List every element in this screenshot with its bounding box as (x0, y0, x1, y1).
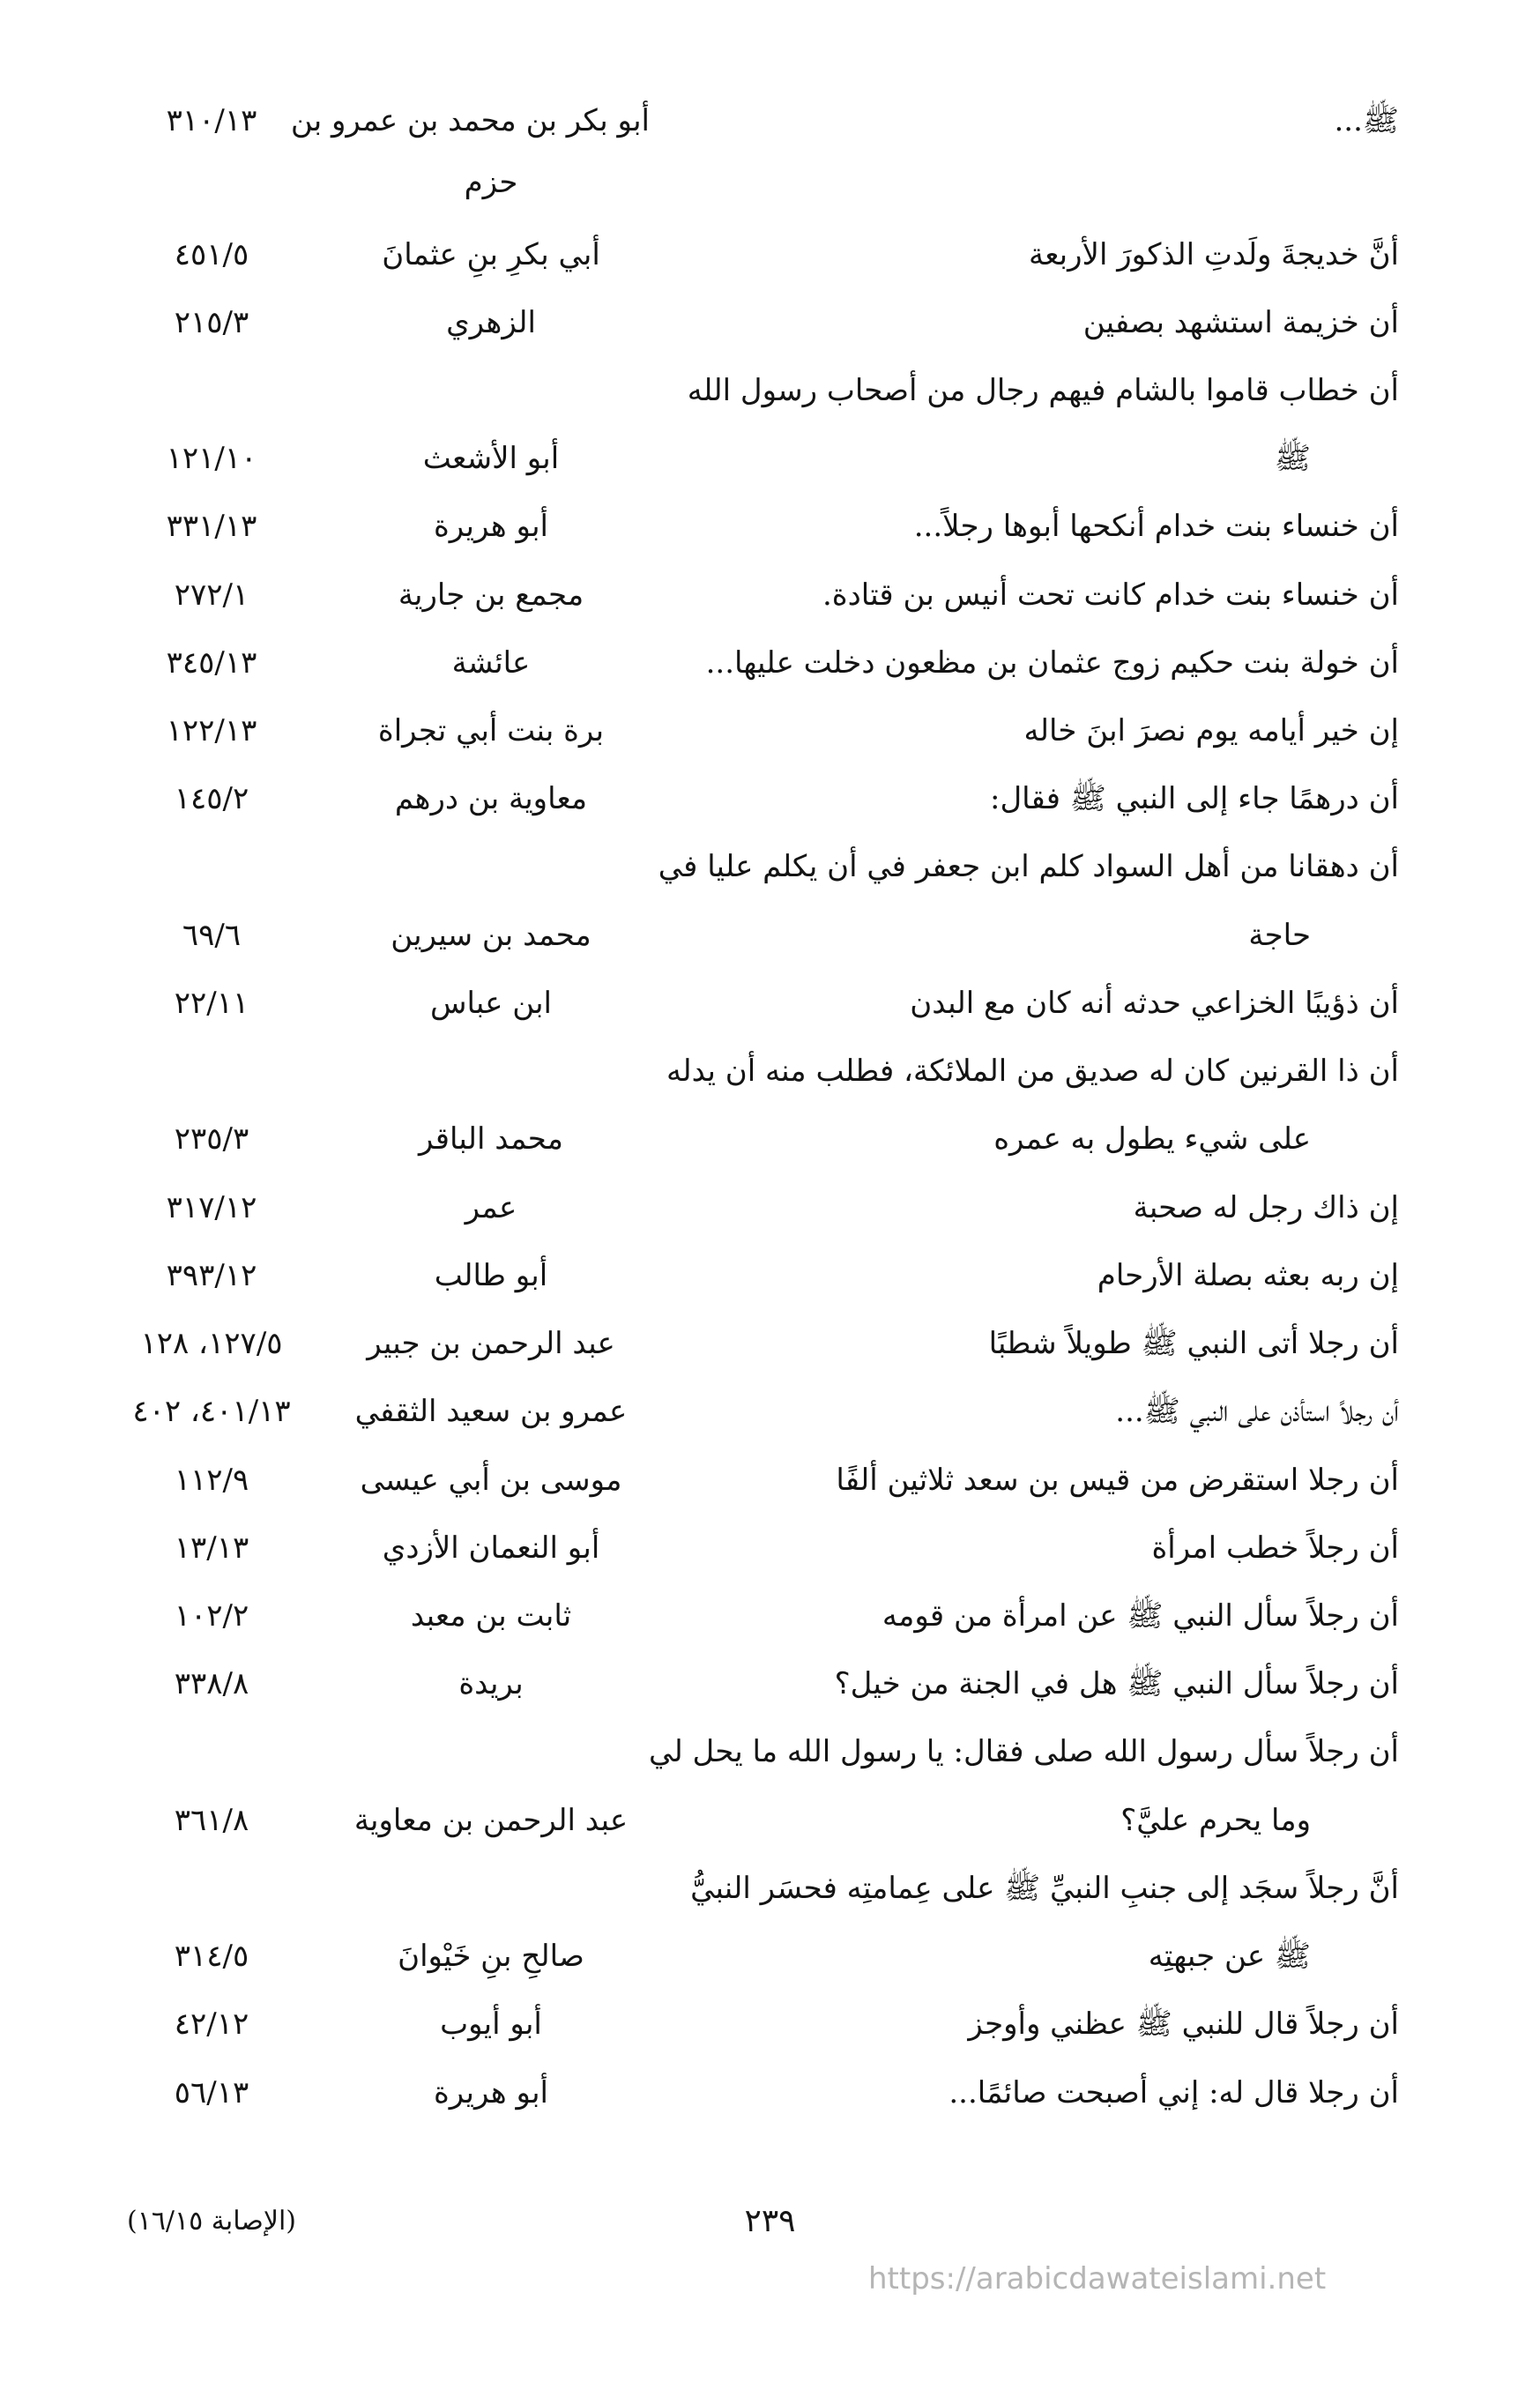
table-row (0, 358, 1540, 423)
narrator-name: أبو أيوب (440, 2006, 542, 2042)
narrator-name: بريدة (458, 1666, 524, 1701)
hadith-text: أن رجلاً سأل رسول الله صلى فقال: يا رسول الله ما يحل لي (649, 1734, 1399, 1769)
narrator-name: عبد الرحمن بن معاوية (353, 1803, 629, 1838)
narrator-name: موسى بن أبي عيسى (360, 1463, 622, 1498)
hadith-text: أن رجلاً خطب امرأة (1151, 1530, 1399, 1566)
hadith-text: أن خطاب قاموا بالشام فيهم رجال من أصحاب رسول الله (687, 373, 1399, 408)
narrator-name: أبو الأشعث (422, 441, 560, 476)
table-row (0, 88, 1540, 153)
table-row (0, 494, 1540, 559)
narrator-name: ثابت بن معبد (410, 1598, 572, 1634)
narrator-name: مجمع بن جارية (398, 577, 584, 613)
narrator-name (332, 1856, 650, 1921)
hadith-text: إن ربه بعثه بصلة الأرحام (1097, 1258, 1399, 1293)
volume-page-reference (115, 1038, 309, 1104)
narrator-name: أبي بكرِ بنِ عثمانَ (382, 237, 600, 272)
hadith-text: أن رجلاً قال للنبي ﷺ عظني وأوجز (968, 2006, 1399, 2042)
narrator-name: أبو هريرة (433, 2075, 548, 2110)
volume-page-reference: ١٣/١٣ (174, 1530, 249, 1566)
volume-page-reference: ٣٦١/٨ (174, 1803, 249, 1838)
volume-page-reference: ١٤٥/٢ (174, 781, 249, 816)
hadith-text: أن رجلاً سأل النبي ﷺ عن امرأة من قومه (882, 1598, 1399, 1634)
table-row (0, 698, 1540, 763)
volume-page-reference: ٤٥١/٥ (174, 237, 249, 272)
hadith-text: ﷺ... (1334, 103, 1399, 138)
table-row (0, 1856, 1540, 1921)
narrator-name: صالحِ بنِ خَيْوانَ (398, 1939, 584, 1974)
table-row (0, 1719, 1540, 1784)
hadith-text: ﷺ عن جبهتِه (1148, 1939, 1311, 1974)
table-row (0, 1311, 1540, 1376)
table-row (0, 1243, 1540, 1308)
hadith-text: أن رجلا قال له: إني أصبحت صائمًا... (949, 2075, 1399, 2110)
hadith-text: أن خنساء بنت خدام أنكحها أبوها رجلاً... (913, 509, 1399, 544)
volume-page-reference: ١١٢/٩ (174, 1463, 249, 1498)
volume-page-reference: ٢١٥/٣ (174, 305, 249, 340)
watermark-url: https://arabicdawateislami.net (868, 2261, 1327, 2297)
volume-page-reference: ٤٠١/١٣، ٤٠٢ (132, 1394, 291, 1429)
volume-page-reference: ١٢٢/١٣ (166, 713, 257, 748)
volume-page-reference: ٢٣٥/٣ (174, 1121, 249, 1157)
volume-page-reference (115, 834, 309, 899)
hadith-text: إن خير أيامه يوم نصرَ ابنَ خاله (1023, 713, 1399, 748)
narrator-name: عبد الرحمن بن جبير (367, 1326, 615, 1361)
narrator-name: عائشة (451, 645, 531, 681)
narrator-name: ابن عباس (429, 986, 552, 1021)
table-row (0, 1106, 1540, 1172)
volume-page-reference: ٤٢/١٢ (174, 2006, 249, 2042)
volume-page-reference (115, 1719, 309, 1784)
hadith-text: أن خزيمة استشهد بصفين (1082, 305, 1399, 340)
narrator-name: محمد الباقر (419, 1121, 563, 1157)
hadith-text (579, 150, 1311, 215)
hadith-text: أن رجلاً سأل النبي ﷺ هل في الجنة من خيل؟ (834, 1666, 1399, 1701)
narrator-name: أبو هريرة (433, 509, 548, 544)
volume-page-reference: ١٢٧/٥، ١٢٨ (140, 1326, 283, 1361)
table-row (0, 630, 1540, 696)
hadith-text: أن درهمًا جاء إلى النبي ﷺ فقال: (990, 781, 1399, 816)
table-row (0, 562, 1540, 628)
table-row (0, 1448, 1540, 1513)
table-row (0, 1515, 1540, 1581)
narrator-name (332, 358, 650, 423)
page-number: ٢٣٩ (744, 2203, 796, 2239)
narrator-name: الزهري (446, 305, 536, 340)
hadith-text: أن رجلا أتى النبي ﷺ طويلاً شطبًا (988, 1326, 1399, 1361)
volume-page-reference (115, 150, 309, 215)
hadith-text: أنَّ خديجةَ ولَدتِ الذكورَ الأربعة (1029, 237, 1399, 272)
narrator-name: أبو النعمان الأزدي (382, 1530, 600, 1566)
volume-page-reference: ٢٢/١١ (174, 986, 249, 1021)
hadith-text: أن خنساء بنت خدام كانت تحت أنيس بن قتادة. (822, 577, 1399, 613)
volume-page-reference: ٣١٧/١٢ (166, 1190, 257, 1225)
hadith-text: أن ذؤيبًا الخزاعي حدثه أنه كان مع البدن (910, 986, 1399, 1021)
volume-page-reference: ١٢١/١٠ (166, 441, 257, 476)
narrator-name: أبو بكر بن محمد بن عمرو بن (290, 103, 650, 138)
volume-page-reference (115, 358, 309, 423)
hadith-text: أنَّ رجلاً سجَد إلى جنبِ النبيِّ ﷺ على عِمامتِه فحسَر النبيُّ (690, 1871, 1399, 1906)
hadith-text: أن رجلاً استأذن على النبي ﷺ... (1115, 1394, 1399, 1429)
footer-reference: (الإصابة ١٦/١٥) (126, 2206, 296, 2237)
table-row (0, 290, 1540, 355)
volume-page-reference: ٣١٤/٥ (174, 1939, 249, 1974)
narrator-name: حزم (464, 165, 518, 200)
narrator-name (332, 1719, 650, 1784)
volume-page-reference: ٣٣٨/٨ (174, 1666, 249, 1701)
hadith-text: على شيء يطول به عمره (993, 1121, 1311, 1157)
volume-page-reference: ١٠٢/٢ (174, 1598, 249, 1634)
table-row (0, 903, 1540, 968)
narrator-name: معاوية بن درهم (394, 781, 588, 816)
table-row (0, 150, 1540, 215)
hadith-text: أن ذا القرنين كان له صديق من الملائكة، فطلب منه أن يدله (666, 1053, 1399, 1089)
hadith-text: حاجة (1248, 918, 1311, 953)
narrator-name (332, 1038, 650, 1104)
hadith-text: ﷺ (1274, 441, 1311, 476)
table-row (0, 834, 1540, 899)
hadith-text: أن رجلا استقرض من قيس بن سعد ثلاثين ألفًا (836, 1463, 1399, 1498)
table-row (0, 1651, 1540, 1716)
table-row (0, 1924, 1540, 1989)
hadith-text: إن ذاك رجل له صحبة (1133, 1190, 1399, 1225)
volume-page-reference (115, 1856, 309, 1921)
table-row (0, 766, 1540, 831)
table-row (0, 1175, 1540, 1240)
table-row (0, 1038, 1540, 1104)
table-row (0, 222, 1540, 287)
hadith-text: وما يحرم عليَّ؟ (1120, 1803, 1311, 1838)
hadith-text: أن دهقانا من أهل السواد كلم ابن جعفر في أن يكلم عليا في (658, 849, 1399, 884)
volume-page-reference: ٣٩٣/١٢ (166, 1258, 257, 1293)
volume-page-reference: ٢٧٢/١ (174, 577, 249, 613)
volume-page-reference: ٣٤٥/١٣ (166, 645, 257, 681)
table-row (0, 971, 1540, 1036)
volume-page-reference: ٣١٠/١٣ (166, 103, 257, 138)
narrator-name: محمد بن سيرين (391, 918, 591, 953)
table-row (0, 1583, 1540, 1649)
narrator-name (332, 834, 650, 899)
narrator-name: أبو طالب (434, 1258, 548, 1293)
table-row (0, 1788, 1540, 1853)
hadith-text: أن خولة بنت حكيم زوج عثمان بن مظعون دخلت عليها... (705, 645, 1399, 681)
table-row (0, 1379, 1540, 1444)
narrator-name: عمر (465, 1190, 517, 1225)
volume-page-reference: ٦٩/٦ (182, 918, 242, 953)
narrator-name: عمرو بن سعيد الثقفي (354, 1394, 628, 1429)
table-row (0, 2060, 1540, 2125)
narrator-name: برة بنت أبي تجراة (377, 713, 605, 748)
volume-page-reference: ٥٦/١٣ (174, 2075, 249, 2110)
table-row (0, 1991, 1540, 2057)
table-row (0, 426, 1540, 491)
volume-page-reference: ٣٣١/١٣ (166, 509, 257, 544)
